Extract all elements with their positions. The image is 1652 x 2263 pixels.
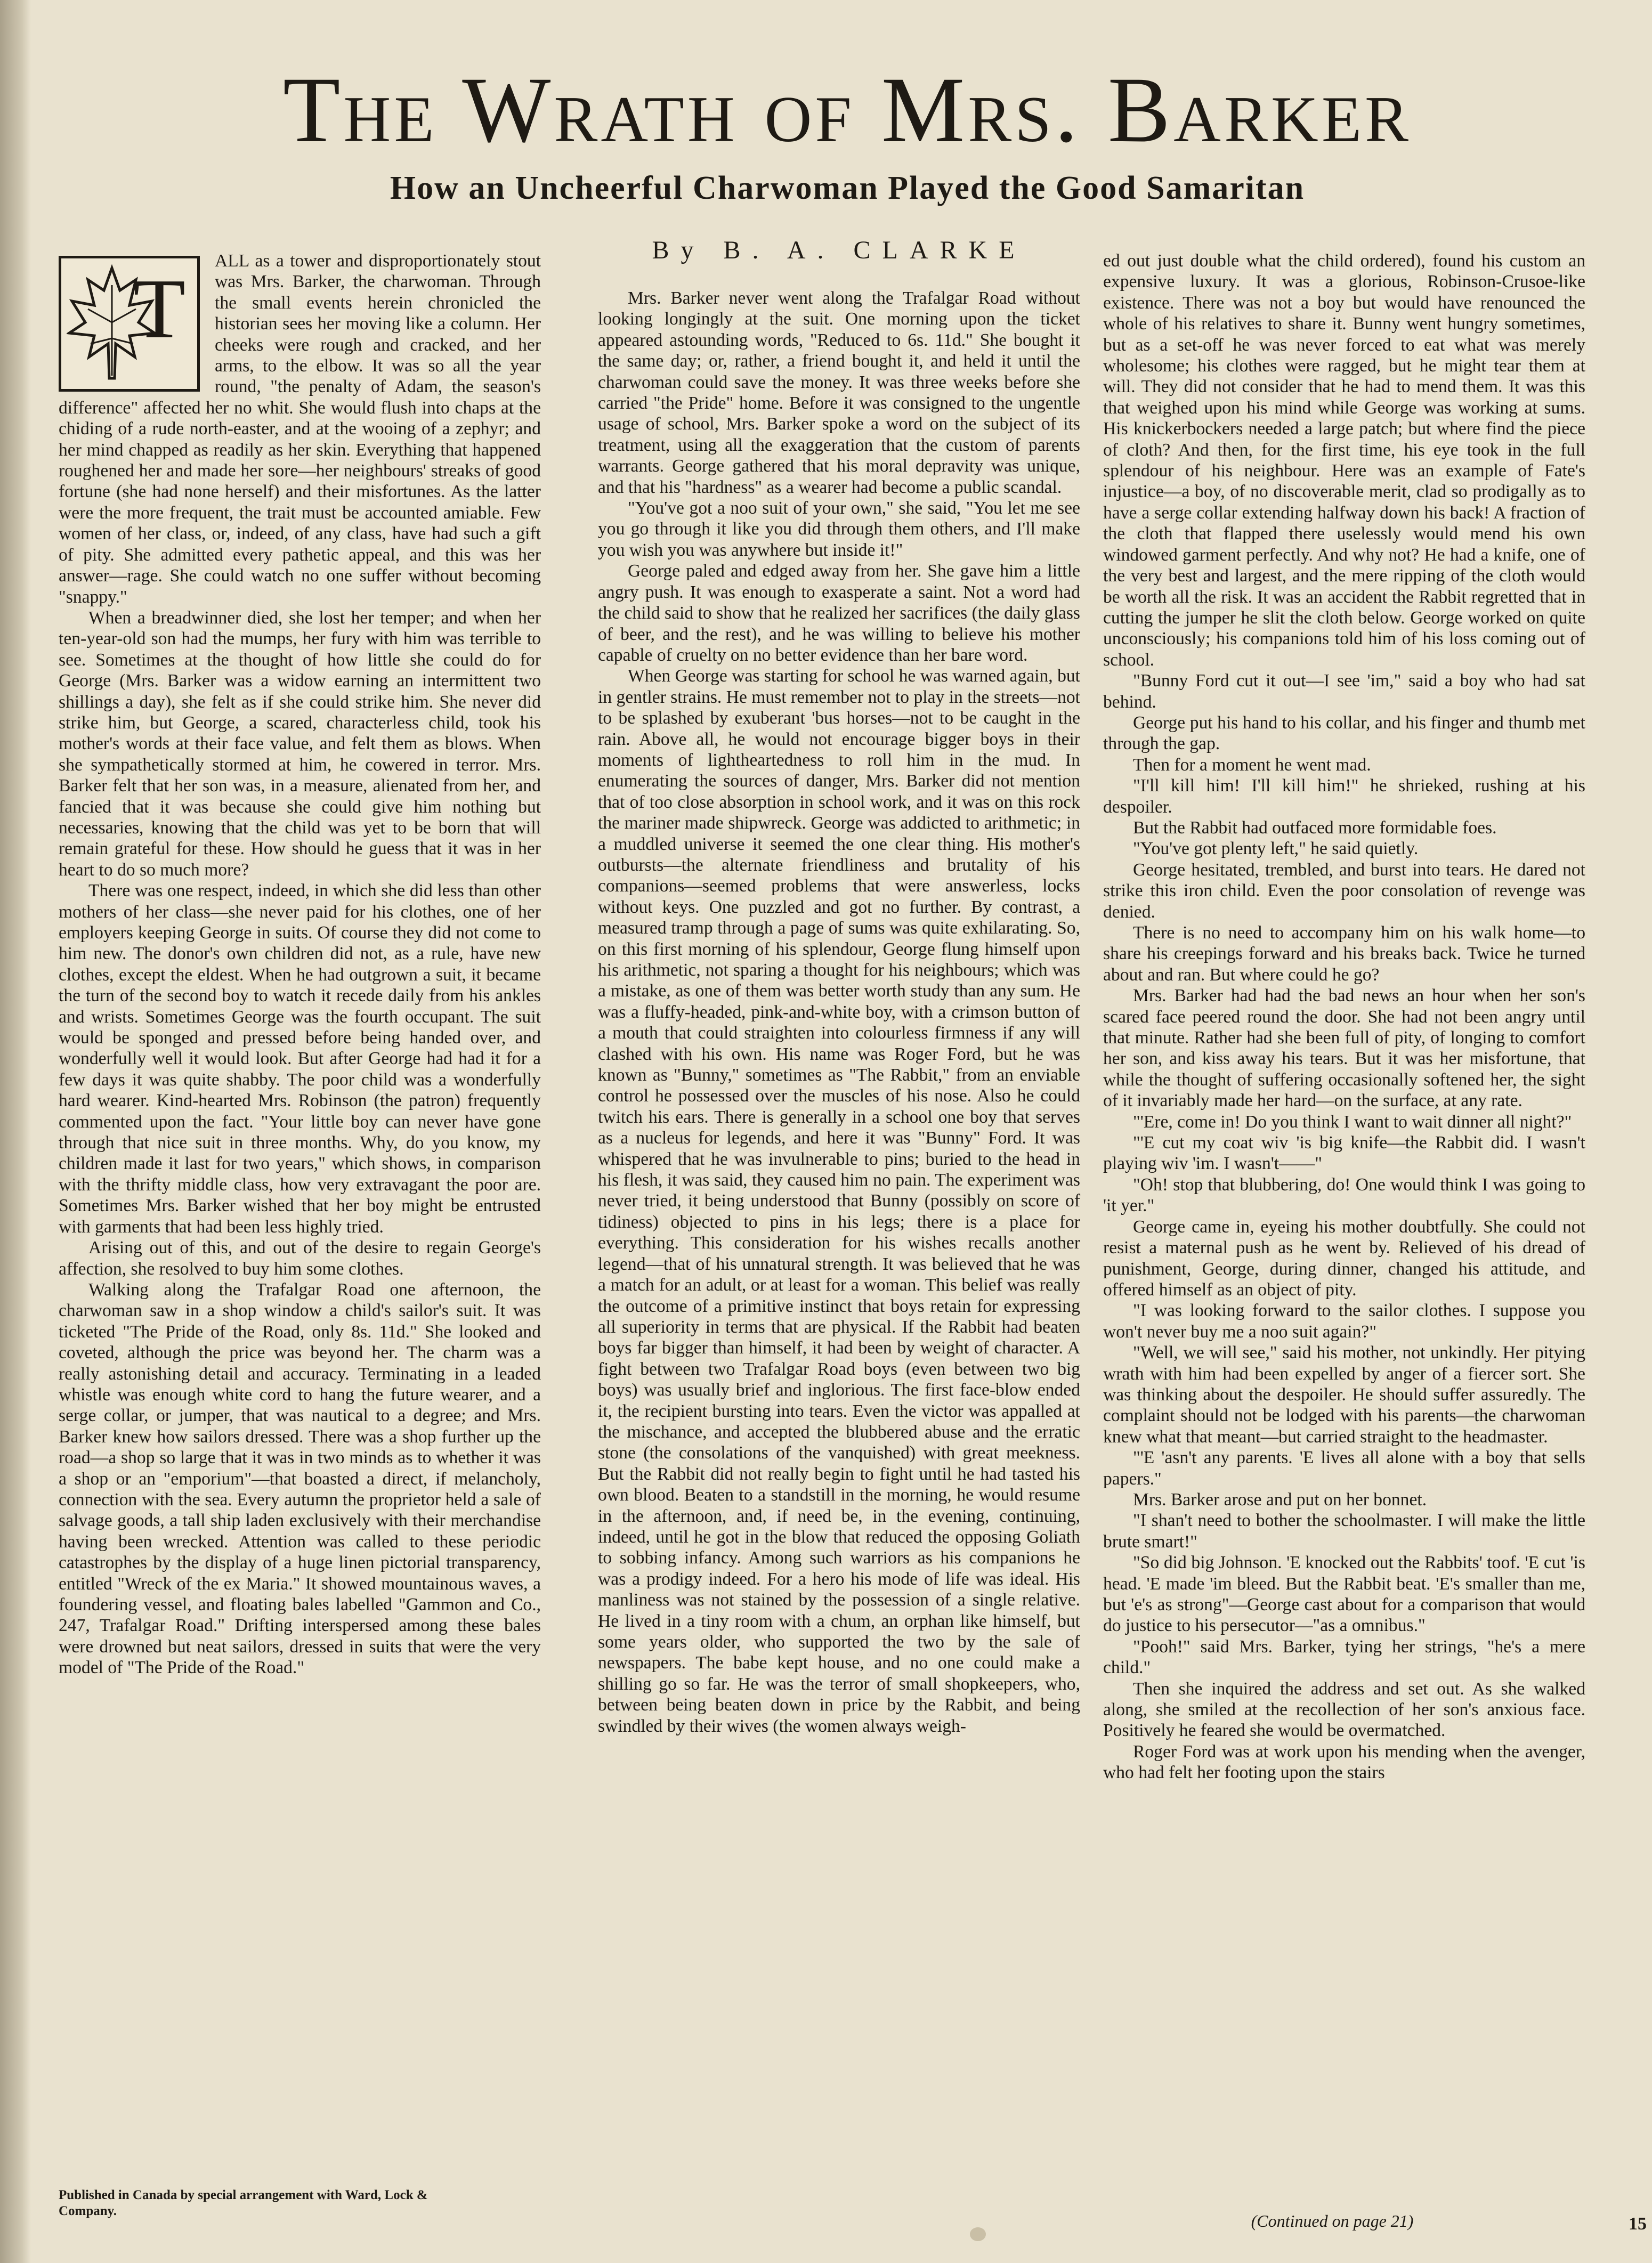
paragraph: "You've got a noo suit of your own," she said, "You let me see you go through it like you did through them others, and I'll make you wish you was anywhere but inside it!" (598, 498, 1080, 560)
paragraph: But the Rabbit had outfaced more formidable foes. (1133, 817, 1497, 838)
magazine-page (59, 0, 1636, 2263)
publication-footnote: Published in Canada by special arrangement with Ward, Lock & Company. (59, 2188, 428, 2218)
paragraph: ed out just double what the child ordered), found his custom an expensive luxury. It was a glorious, Robinson-Crusoe-like existence. There was not a boy but would have renounced the whole of his relatives to share it. Bunny went hungry sometimes, but as a set-off he was never forced to eat what was merely wholesome; his clothes were ragged, but he might tear them at will. They did not consider that he had to mend them. It was this that weighed upon his mind while George was working at sums. His knickerbockers needed a large patch; but where find the piece of cloth? And then, for the first time, his eye took in the full splendour of his neighbour. Here was an example of Fate's injustice—a boy, of no discoverable merit, clad so prodigally as to have a serge collar extending halfway down his back! A fraction of the cloth that flapped there uselessly would mend his own windowed garment perfectly. And why not? He had a knife, one of the very best and largest, and the mere ripping of the cloth would be worth all the risk. It was an accident the Rabbit regretted that in cutting the jumper he slit the cloth below. George worked on quite unconsciously; his companions told him of his loss coming out of school. (1103, 251, 1585, 670)
paragraph: George hesitated, trembled, and burst into tears. He dared not strike this iron child. Even the poor consolation of revenge was denied. (1103, 859, 1585, 922)
paragraph: "You've got plenty left," he said quietly. (1133, 839, 1419, 859)
paragraph: George put his hand to his collar, and his finger and thumb met through the gap. (1103, 712, 1585, 754)
continued-note: (Continued on page 21) (1251, 2211, 1414, 2230)
paragraph: George came in, eyeing his mother doubtfully. She could not resist a maternal push as he went by. Relieved of his dread of punishment, George, during dinner, changed his attitude, and offered himself as an object of pity. (1103, 1216, 1585, 1300)
article-title: The Wrath of Mrs. Barker (282, 58, 1412, 162)
paragraph: Arising out of this, and out of the desire to regain George's affection, she resolved to buy him some clothes. (59, 1238, 541, 1279)
paragraph: Mrs. Barker arose and put on her bonnet. (1133, 1489, 1427, 1510)
paragraph: "I shan't need to bother the schoolmaster. I will make the little brute smart!" (1103, 1511, 1585, 1552)
paragraph: Mrs. Barker never went along the Trafalgar Road without looking longingly at the suit. One morning upon the ticket appeared astounding words, "Reduced to 6s. 11d." She bought it the same day; or, rather, a friend bought it, and held it until the charwoman could save the money. It was three weeks before she carried "the Pride" home. Before it was consigned to the ungentle usage of school, Mrs. Barker spoke a word on the subject of its treatment, using all the exaggeration that the custom of parents warrants. George gathered that his moral depravity was unique, and that his "hardness" as a wearer had become a public scandal. (598, 288, 1080, 497)
paragraph: "Oh! stop that blubbering, do! One would think I was going to 'it yer." (1103, 1174, 1585, 1216)
binding-gutter (0, 0, 31, 2263)
print-smudge (970, 2227, 986, 2241)
paragraph: "Well, we will see," said his mother, not unkindly. Her pitying wrath with him had been expelled by anger of a fiercer sort. She was thinking about the despoiler. He should suffer assuredly. The complaint should not be lodged with his parents—the charwoman knew what that meant—but carried straight to the headmaster. (1103, 1343, 1585, 1447)
drop-cap-letter: T (133, 261, 185, 356)
paragraph: "Pooh!" said Mrs. Barker, tying her strings, "he's a mere child." (1103, 1636, 1585, 1678)
paragraph: "So did big Johnson. 'E knocked out the Rabbits' toof. 'E cut 'is head. 'E made 'im bleed. But the Rabbit beat. 'E's smaller than me, but 'e's as strong"—George cast about for a comparison that would do justice to his persecutor—"as a omnibus." (1103, 1553, 1585, 1636)
paragraph: Then she inquired the address and set out. As she walked along, she smiled at the recollection of her son's anxious face. Positively he feared she would be overmatched. (1103, 1678, 1585, 1741)
paragraph: "Bunny Ford cut it out—I see 'im," said a boy who had sat behind. (1103, 671, 1585, 712)
paragraph: Walking along the Trafalgar Road one afternoon, the charwoman saw in a shop window a child's sailor's suit. It was ticketed "The Pride of the Road, only 8s. 11d." She looked and coveted, although the price was beyond her. The charm was a really astonishing detail and accuracy. Terminating in a leaded whistle was enough white cord to hang the future wearer, and a serge collar, or jumper, that was nautical to a degree; and Mrs. Barker knew how sailors dressed. There was a shop further up the road—a shop so large that it was in two minds as to whether it was a shop or an "emporium"—that boasted a direct, if melancholy, connection with the sea. Every autumn the proprietor held a sale of salvage goods, a tall ship laden exclusively with their merchandise having been wrecked. Attention was called to these periodic catastrophes by the display of a huge linen pictorial transparency, entitled "Wreck of the ex Maria." It showed mountainous waves, a foundering vessel, and floating bales labelled "Gammon and Co., 247, Trafalgar Road." Drifting interspersed among these bales were drowned but neat sailors, dressed in suits that were the very model of "The Pride of the Road." (59, 1279, 541, 1678)
paragraph: There was one respect, indeed, in which she did less than other mothers of her class—she never paid for his clothes, one of her employers keeping George in suits. Of course they did not come to him new. The donor's own children did not, as a rule, have new clothes, except the eldest. When he had outgrown a suit, it became the turn of the second boy to watch it recede daily from his ankles and wrists. Sometimes George was the fourth occupant. The suit would be sponged and pressed before being handed over, and wonderfully well it would look. But after George had had it for a few days it was quite shabby. The poor child was a wonderfully hard wearer. Kind-hearted Mrs. Robinson (the patron) frequently commented upon the fact. "Your little boy can never have gone through that nice suit in three months. Why, do you know, my children made it last for two years," which shows, in comparison with the thrifty middle class, how very extravagant the poor are. Sometimes Mrs. Barker wished that her boy might be entrusted with garments that had been less highly tried. (59, 881, 541, 1237)
column-1 (59, 250, 541, 2163)
drop-cap-box (59, 256, 200, 392)
paragraph: Then for a moment he went mad. (1133, 755, 1371, 775)
paragraph: "'E 'asn't any parents. 'E lives all alone with a boy that sells papers." (1103, 1448, 1585, 1489)
column-2 (598, 234, 1080, 1737)
paragraph: When a breadwinner died, she lost her temper; and when her ten-year-old son had the mumps, her fury with him was terrible to see. Sometimes at the thought of how little she could do for George (Mrs. Barker was a widow earning an intermittent two shillings a day), she felt as if she could strike him. She never did strike him, but George, a scared, characterless child, took his mother's words at their face value, and felt them as blows. When she sympathetically stormed at him, he cowered in terror. Mrs. Barker felt that her son was, in a measure, alienated from her, and fancied that it was because she could give him nothing but necessaries, knowing that the child was yet to be born that will remain grateful for these. How should he guess that it was in her heart to do so much more? (59, 607, 541, 880)
paragraph: Mrs. Barker had had the bad news an hour when her son's scared face peered round the door. She had not been angry until that minute. Rather had she been full of pity, of longing to comfort her son, and kiss away his tears. But it was her misfortune, that while the thought of suffering occasionally softened her, the sight of it invariably made her hard—on the surface, at any rate. (1103, 986, 1585, 1111)
column-3 (1103, 250, 1585, 1783)
byline: By B. A. CLARKE (652, 236, 1026, 264)
paragraph: "'E cut my coat wiv 'is big knife—the Rabbit did. I wasn't playing wiv 'im. I wasn't——" (1103, 1133, 1585, 1174)
paragraph: When George was starting for school he was warned again, but in gentler strains. He must remember not to play in the streets—not to be splashed by exuberant 'bus horses—not to be caught in the rain. Above all, he would not encourage bigger boys in their moments of lightheartedness to roll him in the mud. In enumerating the sources of danger, Mrs. Barker did not mention that of too close absorption in school work, and it was on this rock the mariner made shipwreck. George was addicted to arithmetic; in a muddled universe it seemed the one clear thing. His mother's outbursts—the alternate friendliness and brutality of his companions—seemed problems that were answerless, locks without keys. One puzzled and got no further. By contrast, a measured tramp through a page of sums was quite exhilarating. So, on this first morning of his splendour, George flung himself upon his arithmetic, not sparing a thought for his neighbours; which was a mistake, as one of them was better worth study than any sum. He was a fluffy-headed, pink-and-white boy, with a crimson button of a mouth that could straighten into colourless firmness if any will clashed with his own. His name was Roger Ford, but he was known as "Bunny," sometimes as "The Rabbit," from an enviable control he possessed over the muscles of his nose. Also he could twitch his ears. There is generally in a school one boy that serves as a nucleus for legends, and here it was "Bunny" Ford. It was whispered that he was invulnerable to pins; buried to the head in his flesh, it was said, they caused him no pain. The experiment was never tried, it being understood that Bunny (possibly on score of tidiness) objected to pins in his legs; there is a place for everything. This consideration for his wishes recalls another legend—that of his unnatural strength. It was believed that he was a match for an adult, or at least for a woman. This belief was really the outcome of a primitive instinct that boys retain for expressing all superiority in terms that are physical. If the Rabbit had beaten boys far bigger than himself, it had been by weight of character. A fight between two Trafalgar Road boys (even between two big boys) was usually brief and inglorious. The first face-blow ended it, the recipient bursting into tears. Even the victor was appalled at the mischance, and accepted the blubbered abuse and the erratic stone (the consolations of the vanquished) with great meekness. But the Rabbit did not really begin to fight until he had tasted his own blood. Beaten to a standstill in the morning, he would resume in the afternoon, and, if need be, in the evening, continuing, indeed, until he got in the blow that reduced the opposing Goliath to sobbing infancy. Among such warriors as his companions he was a prodigy indeed. For a hero his mode of life was ideal. His manliness was not stained by the possession of a single relative. He lived in a tiny room with a chum, an orphan like himself, but some years older, who supported the two by the sale of newspapers. The babe kept house, and no one could make a shilling go so far. He was the terror of small shopkeepers, who, between being beaten down in price by the Rabbit, and being swindled by their wives (the women always weigh- (598, 666, 1080, 1736)
page-number: 15 (1629, 2214, 1647, 2234)
paragraph: Roger Ford was at work upon his mending when the avenger, who had felt her footing upon the stairs (1103, 1741, 1585, 1783)
paragraph: "'Ere, come in! Do you think I want to wait dinner all night?" (1133, 1112, 1572, 1132)
opening-paragraph: ALL as a tower and disproportionately stout was Mrs. Barker, the charwoman. Through the small events herein chronicled the historian sees her moving like a column. Her cheeks were rough and cracked, and her arms, to the elbow. It was so all the year round, "the penalty of Adam, the season's difference" affected her no whit. She would flush into chaps at the chiding of a rude north-easter, and at the wooing of a zephyr; and her mind chapped as readily as her skin. Everything that happened roughened her and made her sore—her neighbours' streaks of good fortune (she had none herself) and their misfortunes. As the latter were the more frequent, the trait must be accounted amiable. Few women of her class, or, indeed, of any class, have had such a gift of pity. She admitted every pathetic appeal, and this was her answer—rage. She could watch no one suffer without becoming "snappy." (59, 251, 541, 607)
paragraph: "I was looking forward to the sailor clothes. I suppose you won't never buy me a noo suit again?" (1103, 1301, 1585, 1342)
paragraph: George paled and edged away from her. She gave him a little angry push. It was enough to exasperate a saint. Not a word had the child said to show that he realized her sacrifices (the daily glass of beer, and the rest), and he was willing to believe his mother capable of cruelty on no better evidence than her bare word. (598, 561, 1080, 665)
article-subtitle: How an Uncheerful Charwoman Played the Good Samaritan (390, 170, 1305, 206)
paragraph: There is no need to accompany him on his walk home—to share his creepings forward and his breaks back. Twice he turned about and ran. But where could he go? (1103, 923, 1585, 985)
paragraph: "I'll kill him! I'll kill him!" he shrieked, rushing at his despoiler. (1103, 776, 1585, 817)
